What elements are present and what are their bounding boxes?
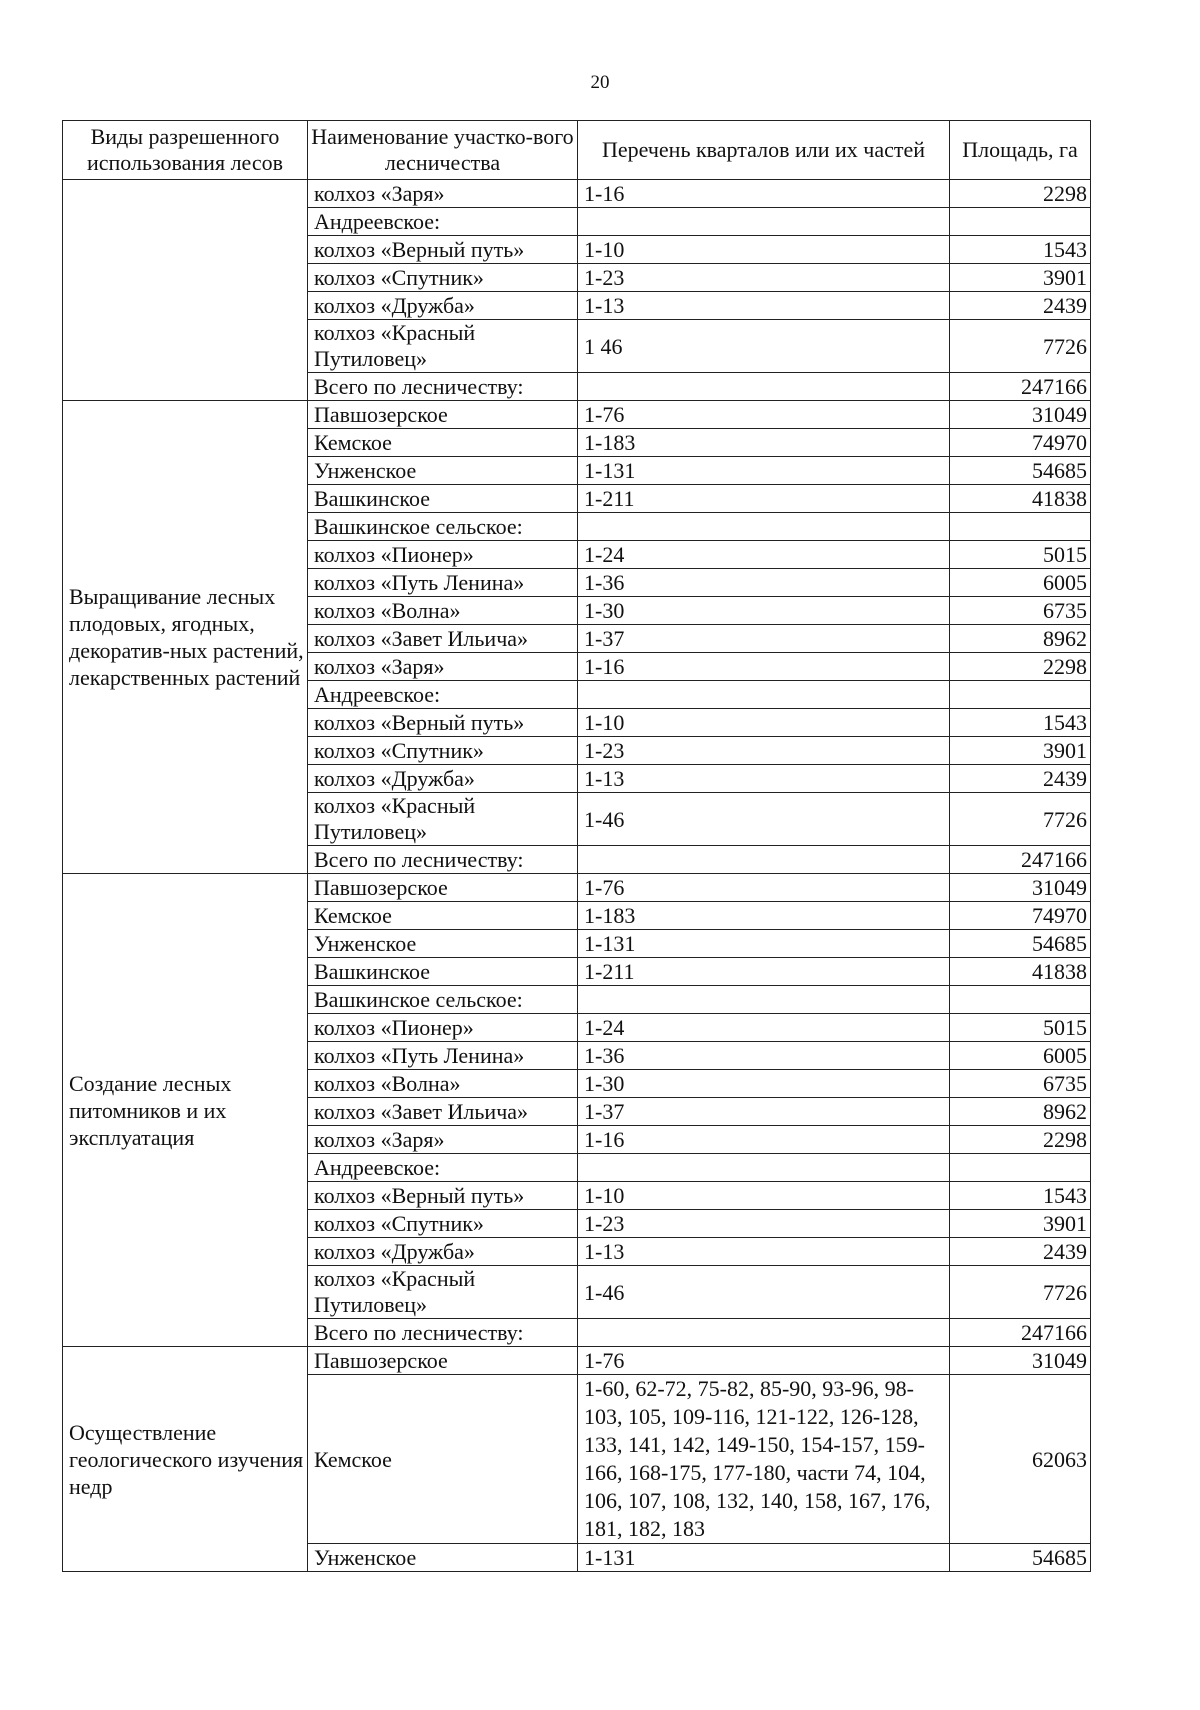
forestry-name-cell: Вашкинское [308, 485, 578, 513]
area-cell: 1543 [950, 709, 1091, 737]
forestry-name-cell: Кемское [308, 429, 578, 457]
forestry-name-cell: Вашкинское сельское: [308, 986, 578, 1014]
forestry-name-cell: колхоз «Красный Путиловец» [308, 1266, 578, 1319]
quarters-cell [578, 208, 950, 236]
quarters-cell: 1-131 [578, 457, 950, 485]
area-cell: 7726 [950, 793, 1091, 846]
quarters-cell: 1-23 [578, 264, 950, 292]
forestry-name-cell: Вашкинское [308, 958, 578, 986]
forestry-name-cell: Всего по лесничеству: [308, 846, 578, 874]
area-cell: 247166 [950, 373, 1091, 401]
forestry-name-cell: Андреевское: [308, 681, 578, 709]
forestry-name-cell: Андреевское: [308, 208, 578, 236]
area-cell: 7726 [950, 1266, 1091, 1319]
table-row [63, 874, 1091, 902]
area-cell: 41838 [950, 485, 1091, 513]
forestry-name-cell: Павшозерское [308, 874, 578, 902]
area-cell: 74970 [950, 429, 1091, 457]
area-cell: 6735 [950, 1070, 1091, 1098]
area-cell: 8962 [950, 625, 1091, 653]
header-use-type: Виды разрешенного использования лесов [63, 121, 308, 180]
forestry-name-cell: колхоз «Заря» [308, 180, 578, 208]
area-cell: 2298 [950, 1126, 1091, 1154]
quarters-cell: 1-10 [578, 709, 950, 737]
quarters-cell: 1-60, 62-72, 75-82, 85-90, 93-96, 98-103, 105, 109-116, 121-122, 126-128, 133, 141, 142, 149-150, 154-157, 159-166, 168-175, 177-180, части 74, 104, 106, 107, 108, 132, 140, 158, 167, 176, 181, 182, 183 [578, 1375, 950, 1544]
forestry-name-cell: Кемское [308, 902, 578, 930]
quarters-cell: 1-23 [578, 737, 950, 765]
forestry-name-cell: колхоз «Спутник» [308, 737, 578, 765]
area-cell: 3901 [950, 737, 1091, 765]
area-cell [950, 513, 1091, 541]
quarters-cell: 1-211 [578, 958, 950, 986]
area-cell: 5015 [950, 1014, 1091, 1042]
quarters-cell [578, 1319, 950, 1347]
area-cell: 6005 [950, 569, 1091, 597]
quarters-cell: 1-36 [578, 569, 950, 597]
forestry-name-cell: колхоз «Верный путь» [308, 1182, 578, 1210]
table-body [63, 180, 1091, 1572]
forestry-name-cell: Всего по лесничеству: [308, 1319, 578, 1347]
forestry-name-cell: колхоз «Красный Путиловец» [308, 320, 578, 373]
quarters-cell [578, 513, 950, 541]
forestry-name-cell: колхоз «Красный Путиловец» [308, 793, 578, 846]
area-cell [950, 208, 1091, 236]
quarters-cell: 1 46 [578, 320, 950, 373]
quarters-cell: 1-13 [578, 1238, 950, 1266]
quarters-cell: 1-13 [578, 765, 950, 793]
forestry-name-cell: колхоз «Путь Ленина» [308, 1042, 578, 1070]
area-cell: 2439 [950, 292, 1091, 320]
use-type-cell: Создание лесных питомников и их эксплуатация [63, 874, 308, 1347]
forestry-name-cell: колхоз «Волна» [308, 1070, 578, 1098]
quarters-cell: 1-183 [578, 902, 950, 930]
quarters-cell [578, 681, 950, 709]
table-row [63, 401, 1091, 429]
area-cell: 5015 [950, 541, 1091, 569]
quarters-cell [578, 846, 950, 874]
forestry-name-cell: Всего по лесничеству: [308, 373, 578, 401]
area-cell: 8962 [950, 1098, 1091, 1126]
area-cell: 2298 [950, 180, 1091, 208]
forestry-name-cell: колхоз «Завет Ильича» [308, 625, 578, 653]
page-number: 20 [590, 72, 610, 93]
area-cell: 31049 [950, 1347, 1091, 1375]
quarters-cell: 1-16 [578, 1126, 950, 1154]
quarters-cell [578, 1154, 950, 1182]
quarters-cell: 1-24 [578, 541, 950, 569]
use-type-cell: Осуществление геологического изучения недр [63, 1347, 308, 1572]
area-cell: 2298 [950, 653, 1091, 681]
forestry-name-cell: Андреевское: [308, 1154, 578, 1182]
area-cell: 54685 [950, 1544, 1091, 1572]
quarters-cell: 1-16 [578, 180, 950, 208]
area-cell: 54685 [950, 930, 1091, 958]
quarters-cell: 1-76 [578, 401, 950, 429]
quarters-cell: 1-46 [578, 793, 950, 846]
forestry-name-cell: колхоз «Заря» [308, 653, 578, 681]
forestry-name-cell: колхоз «Дружба» [308, 1238, 578, 1266]
area-cell: 6735 [950, 597, 1091, 625]
area-cell: 2439 [950, 1238, 1091, 1266]
area-cell: 74970 [950, 902, 1091, 930]
area-cell: 1543 [950, 1182, 1091, 1210]
quarters-cell: 1-10 [578, 1182, 950, 1210]
quarters-cell: 1-13 [578, 292, 950, 320]
quarters-cell: 1-211 [578, 485, 950, 513]
quarters-cell: 1-76 [578, 1347, 950, 1375]
forestry-name-cell: Унженское [308, 930, 578, 958]
area-cell: 31049 [950, 401, 1091, 429]
quarters-cell: 1-10 [578, 236, 950, 264]
quarters-cell: 1-131 [578, 1544, 950, 1572]
area-cell [950, 986, 1091, 1014]
header-quarters: Перечень кварталов или их частей [578, 121, 950, 180]
forestry-name-cell: колхоз «Верный путь» [308, 236, 578, 264]
forestry-name-cell: колхоз «Завет Ильича» [308, 1098, 578, 1126]
area-cell [950, 1154, 1091, 1182]
area-cell: 2439 [950, 765, 1091, 793]
table-row [63, 180, 1091, 208]
area-cell [950, 681, 1091, 709]
forestry-name-cell: колхоз «Спутник» [308, 264, 578, 292]
quarters-cell: 1-23 [578, 1210, 950, 1238]
quarters-cell: 1-16 [578, 653, 950, 681]
quarters-cell: 1-36 [578, 1042, 950, 1070]
quarters-cell: 1-24 [578, 1014, 950, 1042]
quarters-cell: 1-131 [578, 930, 950, 958]
forestry-name-cell: колхоз «Волна» [308, 597, 578, 625]
area-cell: 247166 [950, 846, 1091, 874]
forestry-name-cell: колхоз «Пионер» [308, 1014, 578, 1042]
area-cell: 3901 [950, 1210, 1091, 1238]
forestry-name-cell: колхоз «Спутник» [308, 1210, 578, 1238]
area-cell: 31049 [950, 874, 1091, 902]
table-header-row [63, 121, 1091, 180]
area-cell: 41838 [950, 958, 1091, 986]
forestry-name-cell: Унженское [308, 1544, 578, 1572]
header-forestry-name: Наименование участко-вого лесничества [308, 121, 578, 180]
area-cell: 3901 [950, 264, 1091, 292]
area-cell: 6005 [950, 1042, 1091, 1070]
quarters-cell: 1-37 [578, 1098, 950, 1126]
quarters-cell: 1-183 [578, 429, 950, 457]
forestry-name-cell: Павшозерское [308, 401, 578, 429]
forestry-name-cell: Унженское [308, 457, 578, 485]
quarters-cell: 1-30 [578, 1070, 950, 1098]
quarters-cell: 1-76 [578, 874, 950, 902]
forestry-name-cell: колхоз «Заря» [308, 1126, 578, 1154]
use-type-cell: Выращивание лесных плодовых, ягодных, декоратив-ных растений, лекарственных растений [63, 401, 308, 874]
forestry-name-cell: колхоз «Дружба» [308, 292, 578, 320]
quarters-cell: 1-46 [578, 1266, 950, 1319]
quarters-cell [578, 986, 950, 1014]
area-cell: 62063 [950, 1375, 1091, 1544]
quarters-cell: 1-37 [578, 625, 950, 653]
forestry-name-cell: колхоз «Пионер» [308, 541, 578, 569]
area-cell: 7726 [950, 320, 1091, 373]
forestry-name-cell: Кемское [308, 1375, 578, 1544]
quarters-cell [578, 373, 950, 401]
forestry-name-cell: колхоз «Путь Ленина» [308, 569, 578, 597]
forest-use-table [62, 120, 1091, 1572]
area-cell: 1543 [950, 236, 1091, 264]
table-row [63, 1347, 1091, 1375]
use-type-cell [63, 180, 308, 401]
forestry-name-cell: Вашкинское сельское: [308, 513, 578, 541]
forestry-name-cell: Павшозерское [308, 1347, 578, 1375]
quarters-cell: 1-30 [578, 597, 950, 625]
area-cell: 247166 [950, 1319, 1091, 1347]
forestry-name-cell: колхоз «Дружба» [308, 765, 578, 793]
header-area: Площадь, га [950, 121, 1091, 180]
area-cell: 54685 [950, 457, 1091, 485]
forestry-name-cell: колхоз «Верный путь» [308, 709, 578, 737]
